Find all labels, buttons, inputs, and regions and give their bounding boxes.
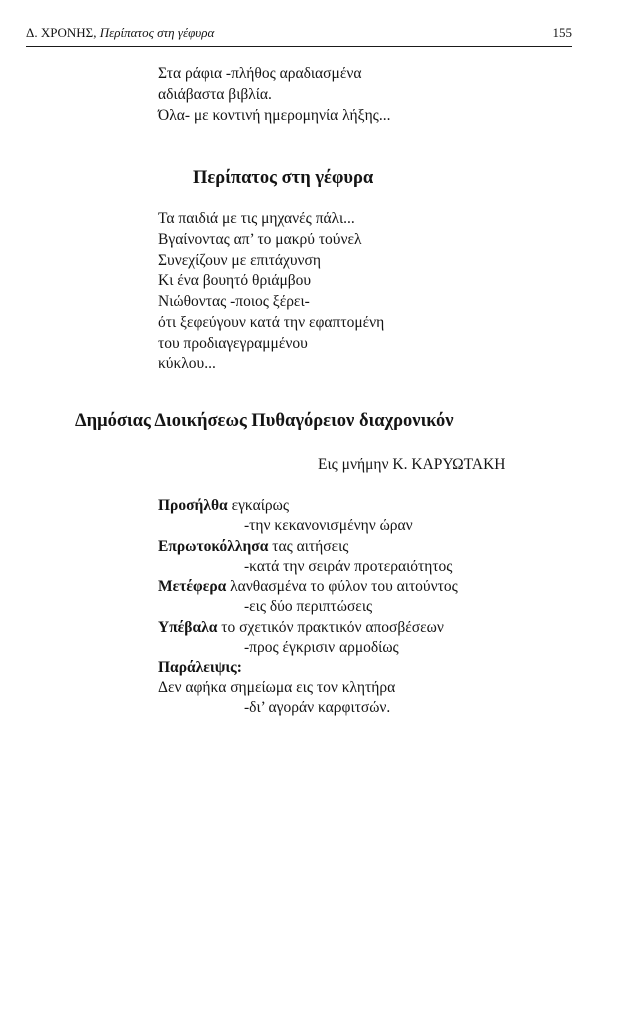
dedication: Εις μνήμην Κ. ΚΑΡΥΩΤΑΚΗ — [318, 456, 506, 473]
verse-line: αδιάβαστα βιβλία. — [158, 86, 272, 103]
verse-line: -εις δύο περιπτώσεις — [244, 598, 373, 615]
running-head — [26, 26, 214, 40]
book-title: Περίπατος στη γέφυρα — [99, 25, 215, 40]
verse-text: τας αιτήσεις — [268, 538, 349, 555]
verse-line: Νιώθοντας -ποιος ξέρει- — [158, 293, 310, 310]
author-name: Δ. ΧΡΟΝΗΣ, — [26, 25, 97, 40]
verse-verb: Προσήλθα — [158, 497, 228, 514]
page-number: 155 — [552, 25, 572, 40]
verse-line — [158, 658, 242, 678]
verse-line — [158, 577, 458, 597]
verse-line: Βγαίνοντας απ’ το μακρύ τούνελ — [158, 231, 362, 248]
verse-line: Συνεχίζουν με επιτάχυνση — [158, 252, 321, 269]
verse-line: Στα ράφια -πλήθος αραδιασμένα — [158, 65, 362, 82]
verse-verb: Υπέβαλα — [158, 619, 218, 636]
running-header — [26, 26, 572, 47]
verse-text: το σχετικόν πρακτικόν αποσβέσεων — [217, 619, 444, 636]
verse-line: του προδιαγεγραμμένου — [158, 335, 308, 352]
verse-verb: Επρωτοκόλλησα — [158, 538, 269, 555]
verse-verb: Παράλειψις: — [158, 659, 242, 676]
verse-line: κύκλου... — [158, 355, 216, 372]
verse-line: Κι ένα βουητό θριάμβου — [158, 272, 312, 289]
verse-text: εγκαίρως — [227, 497, 289, 514]
verse-text: λανθασμένα το φύλον του αιτούντος — [226, 578, 458, 595]
poem-title: Δημόσιας Διοικήσεως Πυθαγόρειον διαχρονικόν — [75, 411, 454, 431]
verse-line: ότι ξεφεύγουν κατά την εφαπτομένη — [158, 314, 385, 331]
verse-line: -προς έγκρισιν αρμοδίως — [244, 639, 399, 656]
verse-line: -κατά την σειράν προτεραιότητος — [244, 558, 453, 575]
verse-line: -την κεκανονισμένην ώραν — [244, 517, 413, 534]
verse-line — [158, 537, 348, 557]
verse-line — [158, 618, 444, 638]
verse-line: Τα παιδιά με τις μηχανές πάλι... — [158, 210, 355, 227]
verse-line: Δεν αφήκα σημείωμα εις τον κλητήρα — [158, 679, 396, 696]
verse-line — [158, 496, 289, 516]
verse-line: -δι’ αγοράν καρφιτσών. — [244, 699, 391, 716]
verse-line: Όλα- με κοντινή ημερομηνία λήξης... — [158, 107, 391, 124]
verse-verb: Μετέφερα — [158, 578, 227, 595]
poem-title: Περίπατος στη γέφυρα — [193, 168, 374, 188]
